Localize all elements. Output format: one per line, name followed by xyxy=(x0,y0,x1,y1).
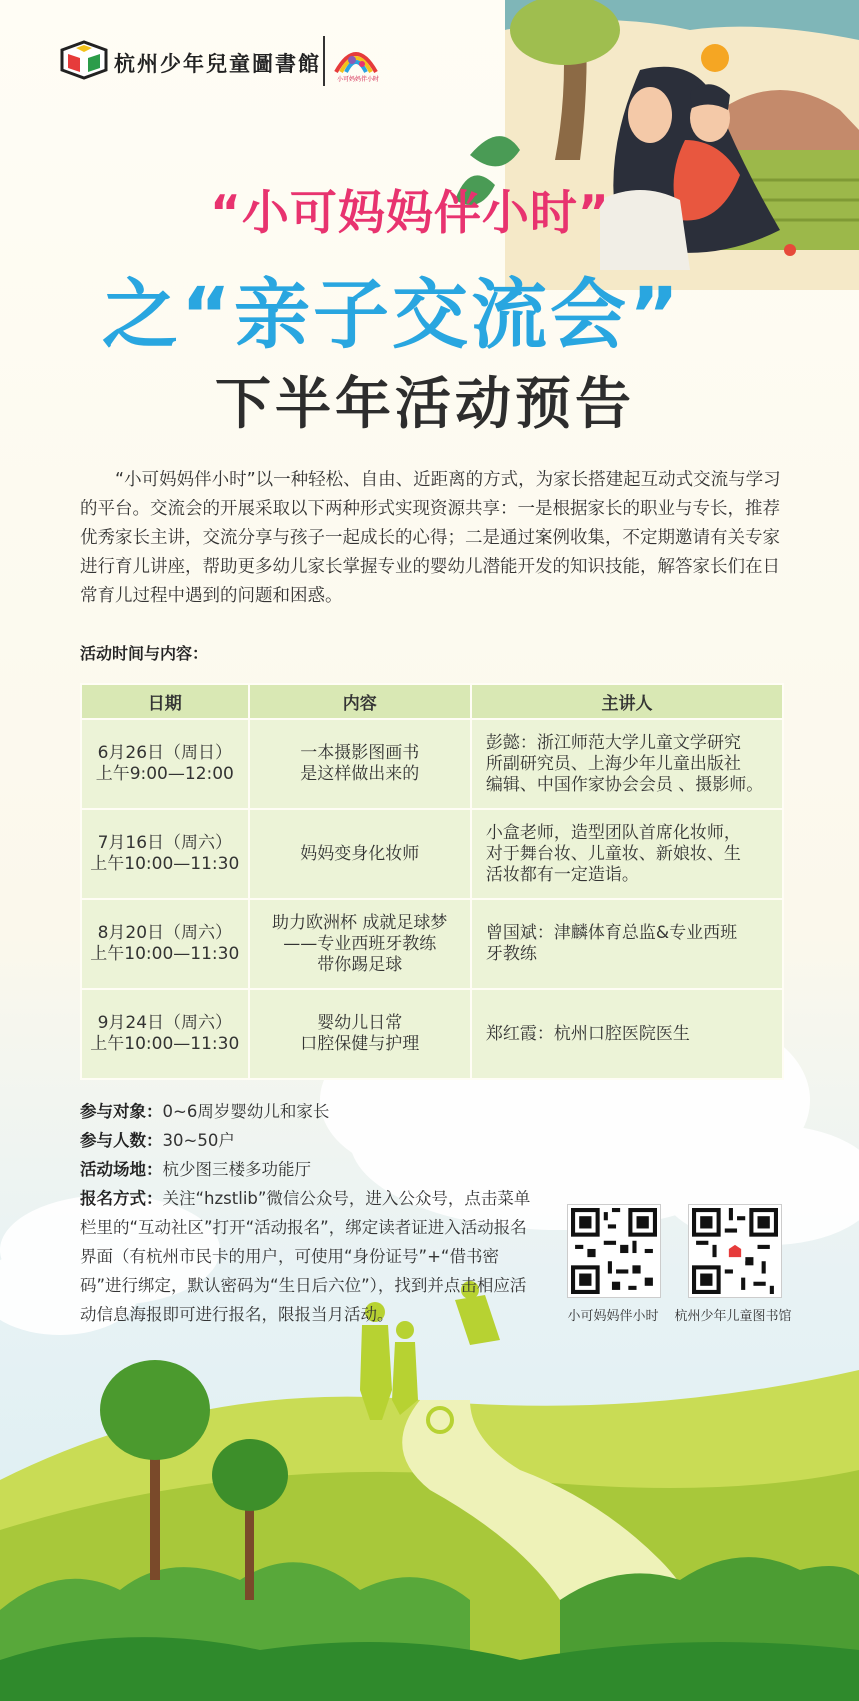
schedule-title: 活动时间与内容： xyxy=(80,644,209,663)
date-cell: 6月26日（周日） 上午9:00—12:00 xyxy=(81,719,249,809)
event-info xyxy=(80,1097,535,1329)
qr-label-library: 杭州少年儿童图书馆 xyxy=(674,1309,792,1324)
qr-code-xiaoke-icon[interactable] xyxy=(567,1204,661,1298)
header-speaker: 主讲人 xyxy=(471,684,783,719)
header-date: 日期 xyxy=(81,684,249,719)
qr-label-xiaoke: 小可妈妈伴小时 xyxy=(567,1309,659,1324)
title-line-3: 下半年活动预告 xyxy=(215,372,635,437)
table-row xyxy=(81,809,783,899)
content-cell: 妈妈变身化妆师 xyxy=(249,809,471,899)
qr-code-library-icon[interactable] xyxy=(688,1204,782,1298)
content-cell: 助力欧洲杯 成就足球梦 ——专业西班牙教练 带你踢足球 xyxy=(249,899,471,989)
speaker-cell: 小盒老师，造型团队首席化妆师， 对于舞台妆、儿童妆、新娘妆、生 活妆都有一定造诣。 xyxy=(471,809,783,899)
title-line-2: 之“亲子交流会” xyxy=(102,270,682,359)
date-cell: 8月20日（周六） 上午10:00—11:30 xyxy=(81,899,249,989)
table-row xyxy=(81,719,783,809)
count-row: 参与人数：30~50户 xyxy=(80,1131,235,1150)
table-header-row xyxy=(81,684,783,719)
title-line-1: “小可妈妈伴小时” xyxy=(210,186,610,241)
library-logo-icon xyxy=(58,40,110,80)
speaker-cell: 曾国斌：津麟体育总监&专业西班 牙教练 xyxy=(471,899,783,989)
audience-row: 参与对象：0~6周岁婴幼儿和家长 xyxy=(80,1102,330,1121)
header-divider xyxy=(323,36,325,86)
header-content: 内容 xyxy=(249,684,471,719)
speaker-cell: 彭懿：浙江师范大学儿童文学研究 所副研究员、上海少年儿童出版社 编辑、中国作家协会会员 、摄影师。 xyxy=(471,719,783,809)
date-cell: 9月24日（周六） 上午10:00—11:30 xyxy=(81,989,249,1079)
intro-paragraph: “小可妈妈伴小时”以一种轻松、自由、近距离的方式，为家长搭建起互动式交流与学习的平台。交流会的开展采取以下两种形式实现资源共享：一是根据家长的职业与专长，推荐优秀家长主讲，交流分享与孩子一起成长的心得；二是通过案例收集，不定期邀请有关专家进行育儿讲座，帮助更多幼儿家长掌握专业的婴幼儿潜能开发的知识技能，解答家长们在日常育儿过程中遇到的问题和困惑。 xyxy=(80,470,781,606)
venue-row: 活动场地：杭少图三楼多功能厅 xyxy=(80,1160,311,1179)
xiaoke-program-logo-text: 小可妈妈伴小时 xyxy=(336,76,379,83)
register-row: 报名方式：关注“hzstlib”微信公众号，进入公众号，点击菜单栏里的“互动社区”打开“活动报名”，绑定读者证进入活动报名界面（有杭州市民卡的用户，可使用“身份证号”+“借书密码”进行绑定，默认密码为“生日后六位”），找到并点击相应活动信息海报即可进行报名，限报当月活动。 xyxy=(80,1189,531,1324)
library-name: 杭州少年兒童圖書館 xyxy=(114,51,321,76)
schedule-table xyxy=(80,683,784,1080)
speaker-cell: 郑红霞：杭州口腔医院医生 xyxy=(471,989,783,1079)
table-row xyxy=(81,899,783,989)
date-cell: 7月16日（周六） 上午10:00—11:30 xyxy=(81,809,249,899)
content-cell: 婴幼儿日常 口腔保健与护理 xyxy=(249,989,471,1079)
table-row xyxy=(81,989,783,1079)
content-cell: 一本摄影图画书 是这样做出来的 xyxy=(249,719,471,809)
